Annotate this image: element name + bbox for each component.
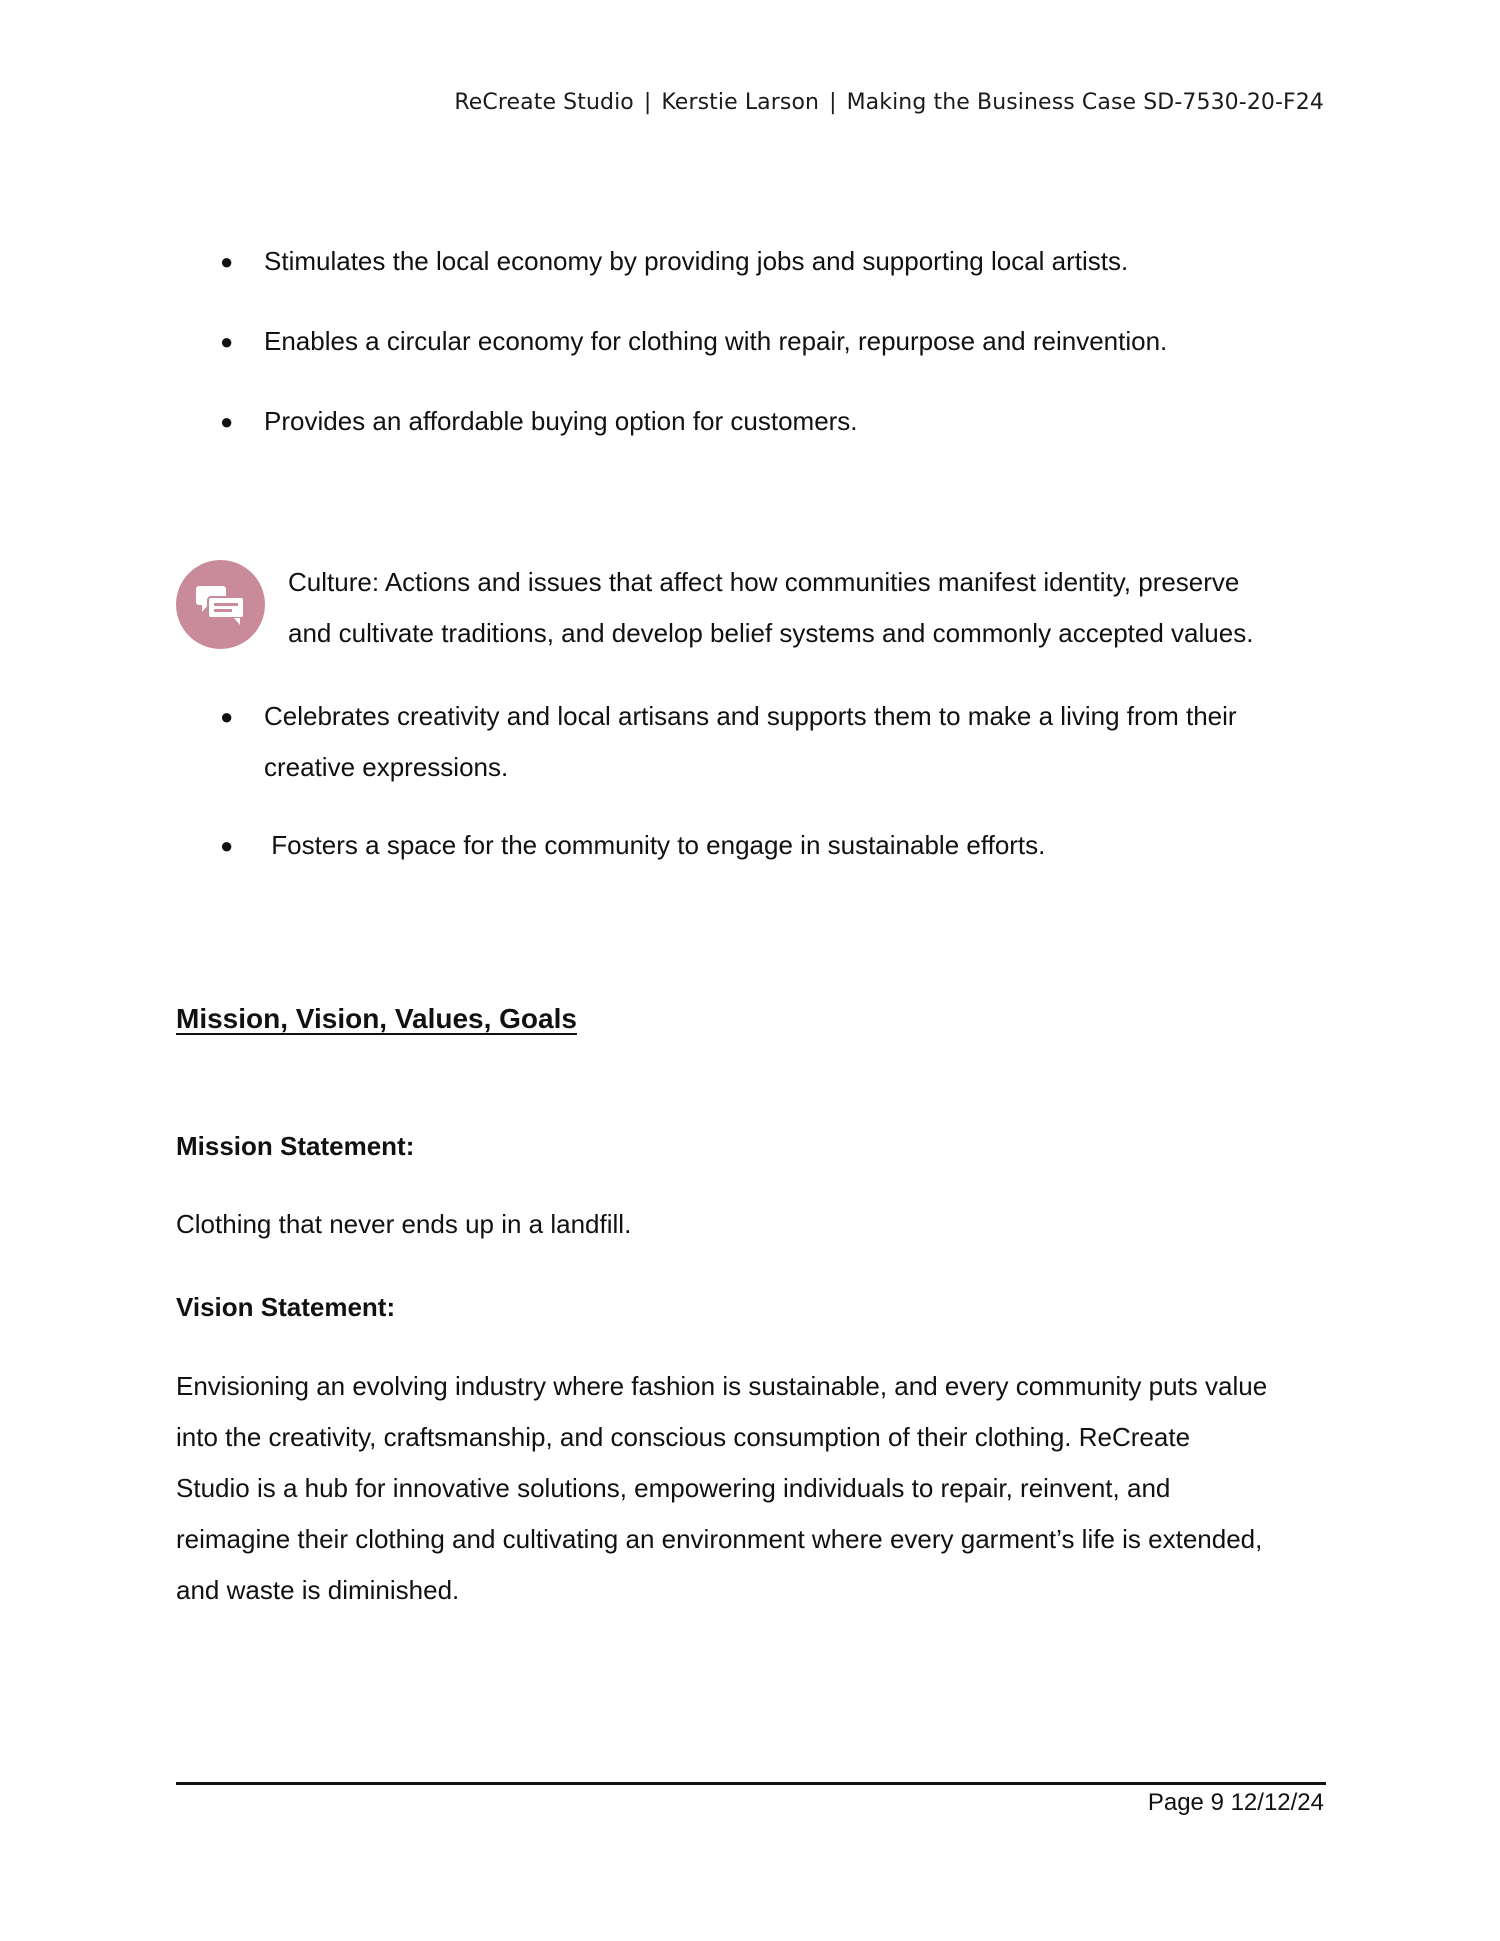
list-item-text: Stimulates the local economy by providing jobs and supporting local artists.: [264, 246, 1129, 276]
vision-line: and waste is diminished.: [176, 1575, 460, 1605]
list-item-text: Provides an affordable buying option for customers.: [264, 406, 858, 436]
mission-text: Clothing that never ends up in a landfill.: [176, 1209, 632, 1239]
list-item: [220, 691, 1330, 793]
culture-callout: [176, 557, 1326, 667]
list-item-line: Celebrates creativity and local artisans and supports them to make a living from their: [264, 701, 1237, 731]
header-separator: |: [829, 90, 837, 115]
header-author: Kerstie Larson: [661, 90, 820, 115]
list-item-text: Fosters a space for the community to engage in sustainable efforts.: [264, 830, 1046, 860]
running-header: [454, 90, 1324, 115]
bullet-icon: ●: [220, 409, 234, 434]
culture-description: [288, 557, 1318, 659]
mission-label: Mission Statement:: [176, 1131, 415, 1161]
header-doc-title: Making the Business Case SD-7530-20-F24: [846, 90, 1324, 115]
header-separator: |: [643, 90, 652, 115]
footer-divider: [176, 1782, 1326, 1785]
header-org: ReCreate Studio: [454, 90, 634, 115]
vision-label: Vision Statement:: [176, 1292, 396, 1322]
culture-line: and cultivate traditions, and develop belief systems and commonly accepted values.: [288, 618, 1254, 648]
vision-line: into the creativity, craftsmanship, and conscious consumption of their clothing. ReCreate: [176, 1422, 1191, 1452]
vision-text: [176, 1361, 1326, 1616]
culture-line: Culture: Actions and issues that affect how communities manifest identity, preserve: [288, 567, 1240, 597]
bullet-icon: ●: [220, 329, 234, 354]
list-item-text: [264, 691, 1237, 793]
vision-line: Studio is a hub for innovative solutions, empowering individuals to repair, reinvent, and: [176, 1473, 1171, 1503]
vision-line: Envisioning an evolving industry where fashion is sustainable, and every community puts value: [176, 1371, 1268, 1401]
bullet-icon: ●: [220, 833, 234, 858]
bullet-icon: ●: [220, 704, 234, 729]
page-number: Page 9 12/12/24: [1147, 1789, 1324, 1816]
list-item-line: creative expressions.: [264, 752, 509, 782]
chat-bubbles-icon: [176, 560, 265, 649]
section-title: Mission, Vision, Values, Goals: [176, 1003, 577, 1034]
list-item-text: Enables a circular economy for clothing with repair, repurpose and reinvention.: [264, 326, 1168, 356]
vision-line: reimagine their clothing and cultivating an environment where every garment’s life is extended,: [176, 1524, 1263, 1554]
bullet-icon: ●: [220, 249, 234, 274]
